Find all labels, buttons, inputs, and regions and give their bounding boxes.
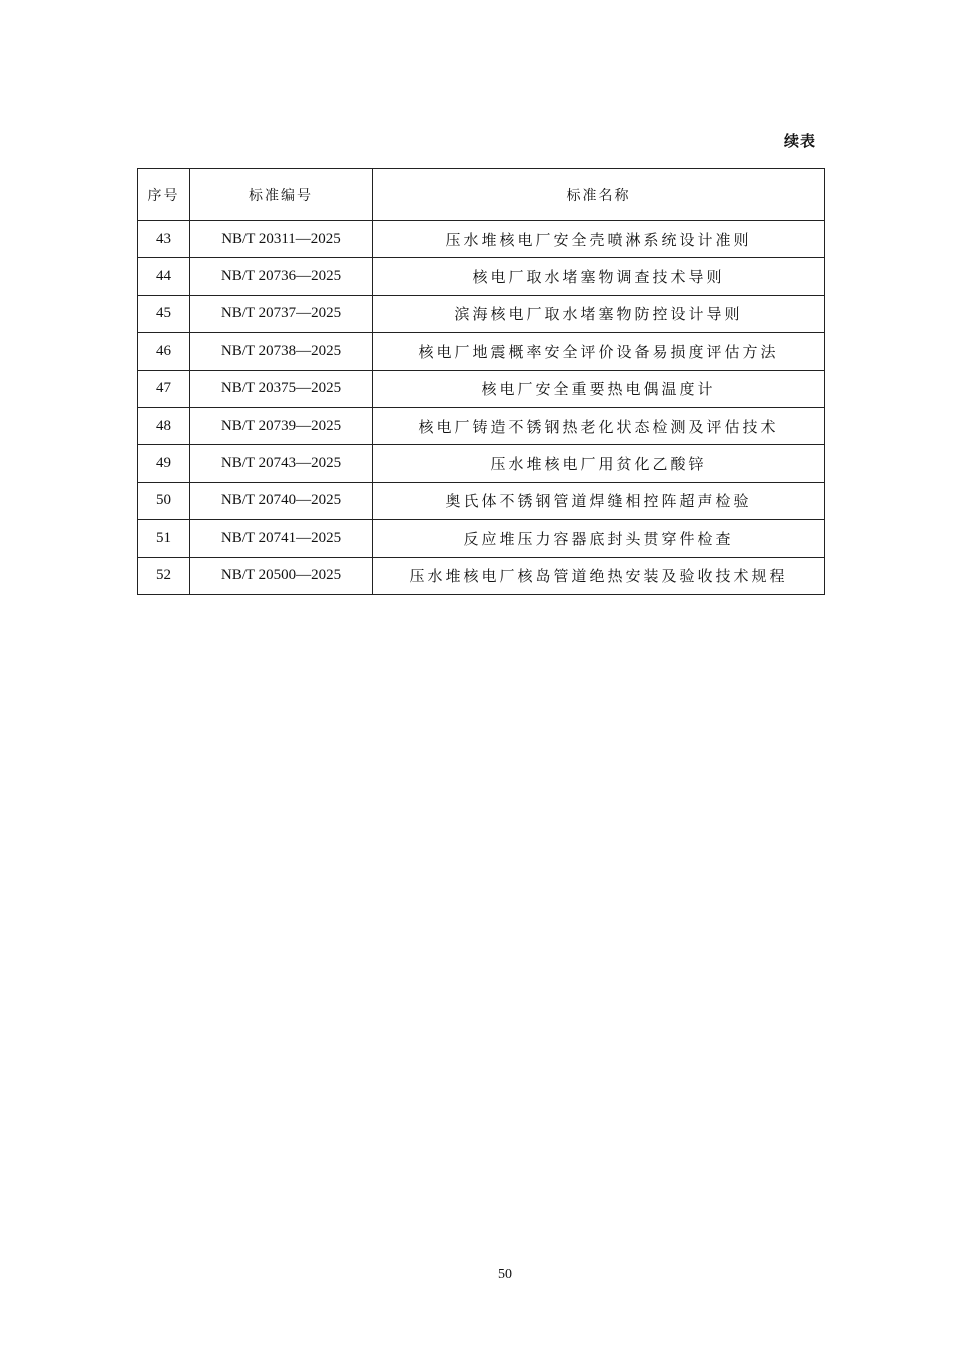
cell-name: 压水堆核电厂核岛管道绝热安装及验收技术规程 xyxy=(373,557,825,594)
cell-index: 45 xyxy=(138,295,190,332)
header-name: 标准名称 xyxy=(373,169,825,221)
page-number: 50 xyxy=(498,1267,512,1282)
table-row xyxy=(138,221,825,258)
cell-index: 50 xyxy=(138,482,190,519)
cell-code: NB/T 20375—2025 xyxy=(190,370,373,407)
continued-table-label: 续表 xyxy=(783,132,816,150)
table-row xyxy=(138,370,825,407)
cell-code: NB/T 20737—2025 xyxy=(190,295,373,332)
cell-name: 核电厂地震概率安全评价设备易损度评估方法 xyxy=(373,333,825,370)
cell-index: 48 xyxy=(138,407,190,444)
cell-code: NB/T 20740—2025 xyxy=(190,482,373,519)
cell-name: 反应堆压力容器底封头贯穿件检查 xyxy=(373,520,825,557)
cell-name: 核电厂安全重要热电偶温度计 xyxy=(373,370,825,407)
cell-index: 46 xyxy=(138,333,190,370)
header-index: 序号 xyxy=(138,169,190,221)
cell-index: 44 xyxy=(138,258,190,295)
cell-name: 奥氏体不锈钢管道焊缝相控阵超声检验 xyxy=(373,482,825,519)
table-row xyxy=(138,520,825,557)
cell-index: 47 xyxy=(138,370,190,407)
cell-code: NB/T 20741—2025 xyxy=(190,520,373,557)
table-row xyxy=(138,557,825,594)
cell-name: 压水堆核电厂安全壳喷淋系统设计准则 xyxy=(373,221,825,258)
cell-code: NB/T 20500—2025 xyxy=(190,557,373,594)
cell-index: 49 xyxy=(138,445,190,482)
cell-code: NB/T 20739—2025 xyxy=(190,407,373,444)
cell-name: 滨海核电厂取水堵塞物防控设计导则 xyxy=(373,295,825,332)
table-header-row xyxy=(138,169,825,221)
cell-name: 核电厂铸造不锈钢热老化状态检测及评估技术 xyxy=(373,407,825,444)
table-row xyxy=(138,445,825,482)
cell-code: NB/T 20311—2025 xyxy=(190,221,373,258)
cell-index: 51 xyxy=(138,520,190,557)
cell-code: NB/T 20738—2025 xyxy=(190,333,373,370)
cell-code: NB/T 20736—2025 xyxy=(190,258,373,295)
cell-name: 核电厂取水堵塞物调查技术导则 xyxy=(373,258,825,295)
cell-code: NB/T 20743—2025 xyxy=(190,445,373,482)
table-body xyxy=(138,221,825,595)
table-row xyxy=(138,482,825,519)
table-row xyxy=(138,295,825,332)
table-row xyxy=(138,258,825,295)
cell-index: 43 xyxy=(138,221,190,258)
cell-name: 压水堆核电厂用贫化乙酸锌 xyxy=(373,445,825,482)
header-code: 标准编号 xyxy=(190,169,373,221)
cell-index: 52 xyxy=(138,557,190,594)
table-row xyxy=(138,407,825,444)
table-row xyxy=(138,333,825,370)
standards-table xyxy=(137,168,825,595)
